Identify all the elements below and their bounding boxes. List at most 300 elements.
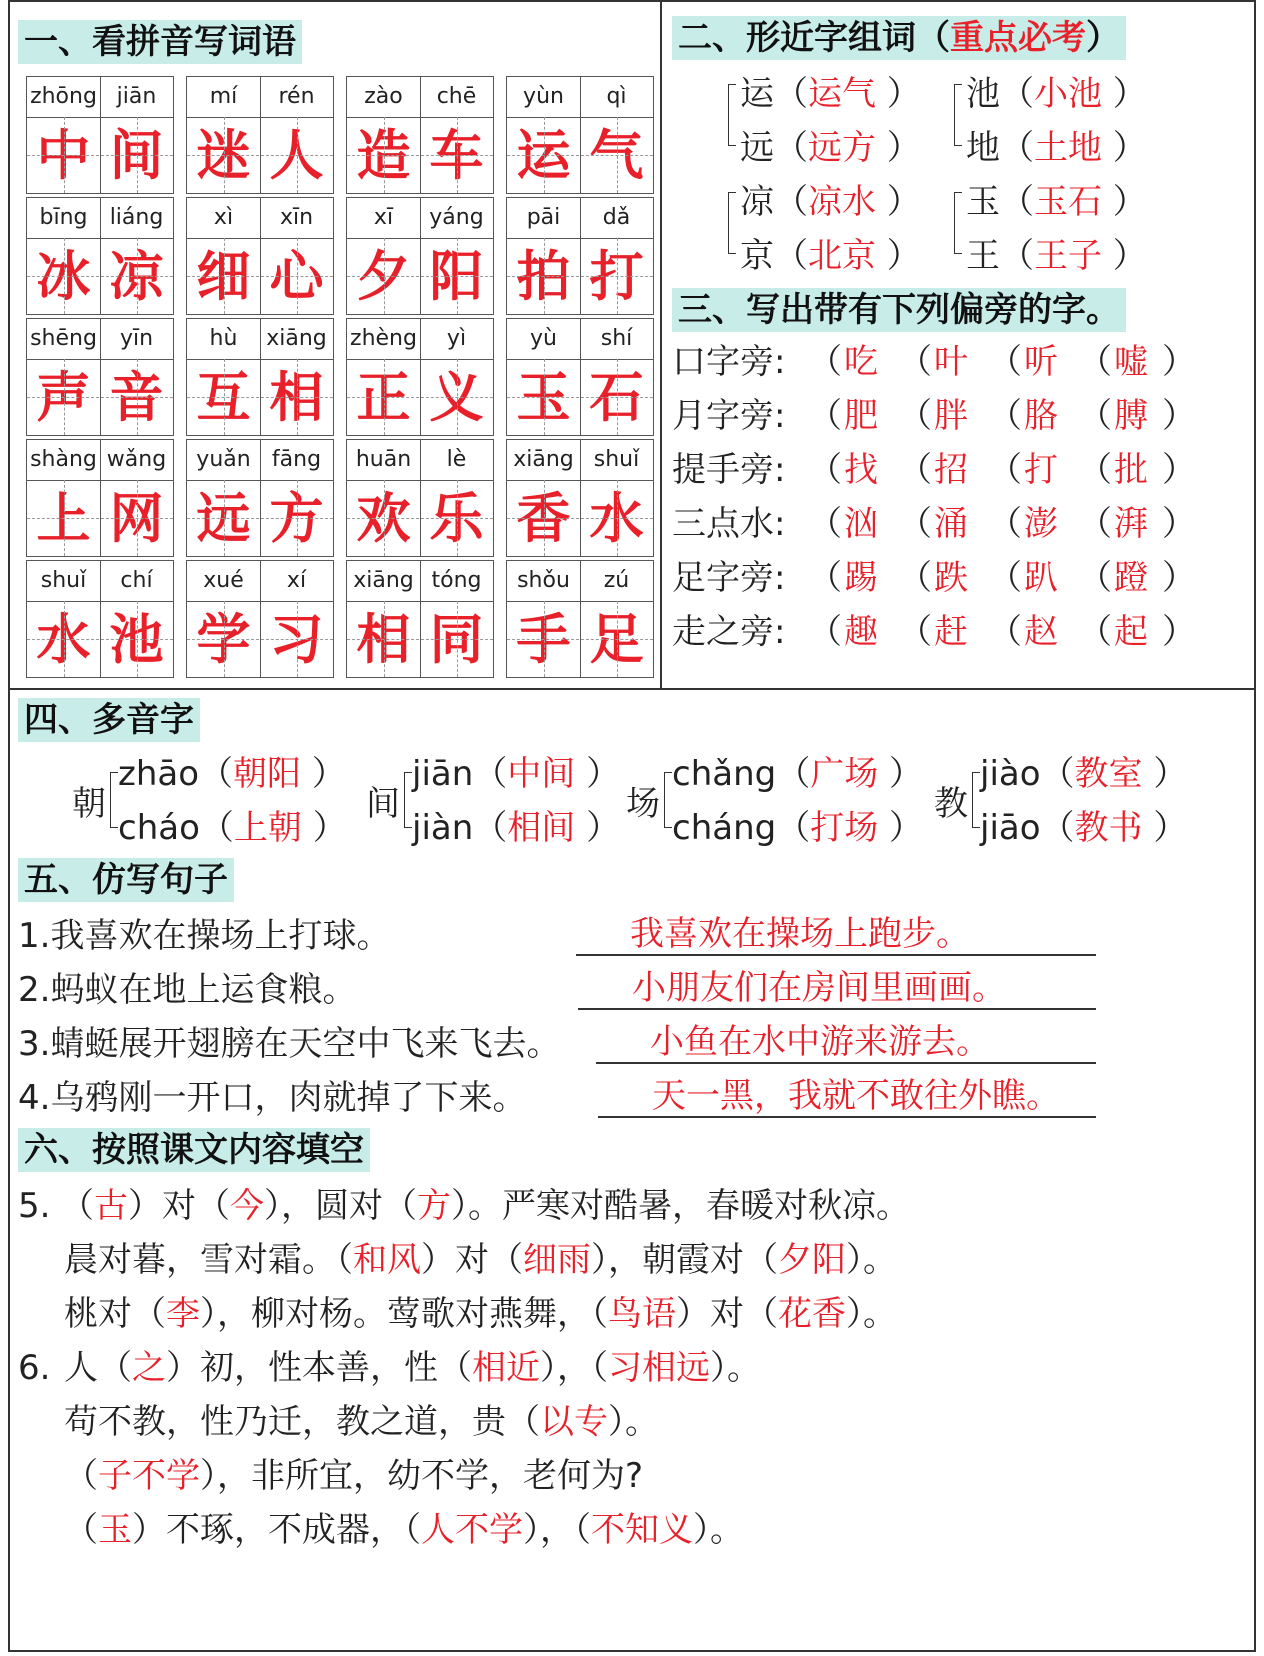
radical-answer: 打 — [1024, 450, 1058, 490]
grid-guide — [580, 117, 581, 193]
similar-char-answer: 凉水 — [808, 182, 876, 222]
hanzi-row — [27, 238, 173, 314]
word-cell — [186, 76, 334, 194]
sentence-prompt: 3.蜻蜓展开翅膀在天空中飞来飞去。 — [18, 1024, 561, 1064]
hanzi-answer: 造 — [356, 123, 411, 187]
radical-answer: 胖 — [934, 396, 968, 436]
polyphone-answer: 朝阳 — [233, 754, 302, 794]
hanzi-answer: 玉 — [516, 365, 571, 429]
pinyin-syllable: tóng — [431, 568, 482, 593]
hanzi-answer: 相 — [356, 607, 411, 671]
hanzi-answer: 手 — [516, 607, 571, 671]
polyphone-reading — [118, 752, 346, 796]
grid-guide — [457, 359, 458, 435]
pinyin-syllable: xí — [286, 568, 307, 593]
pinyin-divider — [260, 77, 261, 117]
polyphone-char: 朝 — [72, 784, 106, 824]
pinyin-divider — [100, 198, 101, 238]
paren-open: （ — [808, 612, 842, 652]
pinyin-syllable: xì — [213, 205, 234, 230]
pinyin-row — [347, 440, 493, 481]
bracket — [728, 84, 736, 146]
pinyin-row — [27, 198, 173, 239]
paren-open: （ — [808, 504, 842, 544]
grid-guide — [420, 117, 421, 193]
grid-guide — [224, 117, 225, 193]
fill-answer: 玉 — [98, 1510, 132, 1550]
paren-close: ） — [878, 754, 924, 794]
fill-answer: 习相远 — [608, 1348, 710, 1388]
polyphone-pinyin: jiào — [980, 754, 1041, 794]
pinyin-divider — [260, 319, 261, 359]
pinyin-syllable: jiān — [116, 84, 157, 109]
paren-open: （ — [808, 558, 842, 598]
hanzi-answer: 气 — [589, 123, 644, 187]
paren-open: （ — [774, 128, 808, 168]
hanzi-answer: 乐 — [429, 486, 484, 550]
word-cell — [26, 560, 174, 678]
grid-guide — [224, 601, 225, 677]
grid-guide — [617, 359, 618, 435]
grid-guide — [64, 238, 65, 314]
grid-guide — [260, 601, 261, 677]
hanzi-answer: 夕 — [356, 244, 411, 308]
word-cell — [186, 197, 334, 315]
bracket — [404, 772, 412, 828]
paren-close: ） — [878, 808, 924, 848]
hanzi-row — [187, 359, 333, 435]
fill-line — [64, 1400, 659, 1444]
fill-answer: 细雨 — [523, 1240, 591, 1280]
hanzi-answer: 迷 — [196, 123, 251, 187]
bracket — [954, 84, 962, 146]
fill-text: ）对（ — [676, 1294, 778, 1334]
radical-label: 三点水: — [672, 504, 786, 544]
polyphone-char: 间 — [366, 784, 400, 824]
item-5-number: 5. — [18, 1186, 51, 1226]
fill-text: ）。严寒对酷暑，春暖对秋凉。 — [451, 1186, 910, 1226]
pinyin-syllable: xué — [203, 568, 244, 593]
grid-guide — [544, 359, 545, 435]
pinyin-syllable: yì — [446, 326, 467, 351]
paren-open: （ — [898, 558, 932, 598]
fill-text: ），非所宜，幼不学，老何为? — [200, 1456, 644, 1496]
hanzi-answer: 同 — [429, 607, 484, 671]
radical-answer: 蹬 — [1114, 558, 1148, 598]
pinyin-divider — [420, 198, 421, 238]
polyphone-pinyin: cháng — [672, 808, 777, 848]
pinyin-syllable: hù — [209, 326, 238, 351]
radical-answer: 叶 — [934, 342, 968, 382]
hanzi-answer: 互 — [196, 365, 251, 429]
paren-close: ） — [301, 808, 347, 848]
grid-guide — [64, 117, 65, 193]
polyphone-reading — [672, 752, 923, 796]
polyphone-answer: 相间 — [507, 808, 576, 848]
pinyin-row — [347, 77, 493, 118]
hanzi-answer: 车 — [429, 123, 484, 187]
hanzi-row — [187, 601, 333, 677]
hanzi-answer: 学 — [196, 607, 251, 671]
grid-guide — [384, 480, 385, 556]
pinyin-row — [507, 319, 653, 360]
pinyin-syllable: wǎng — [106, 447, 167, 472]
radical-answer: 招 — [934, 450, 968, 490]
fill-text: ），柳对杨。莺歌对燕舞，（ — [200, 1294, 608, 1334]
grid-guide — [100, 601, 101, 677]
hanzi-answer: 人 — [269, 123, 324, 187]
grid-guide — [544, 480, 545, 556]
grid-guide — [224, 359, 225, 435]
paren-close: ） — [1102, 128, 1147, 168]
hanzi-row — [187, 238, 333, 314]
hanzi-row — [347, 238, 493, 314]
grid-guide — [580, 601, 581, 677]
hanzi-answer: 间 — [109, 123, 164, 187]
pinyin-row — [187, 198, 333, 239]
paren-open: （ — [1078, 396, 1112, 436]
grid-guide — [137, 480, 138, 556]
paren-close: ） — [301, 754, 346, 794]
polyphone-reading — [412, 806, 620, 850]
paren-open: （ — [1078, 612, 1112, 652]
fill-text: ），（ — [540, 1348, 608, 1388]
paren-close: ） — [876, 128, 921, 168]
paren-open: （ — [988, 612, 1022, 652]
sentence-answer: 我喜欢在操场上跑步。 — [630, 914, 970, 954]
radical-answer: 赵 — [1024, 612, 1058, 652]
paren-open: （ — [1000, 236, 1034, 276]
word-cell — [346, 76, 494, 194]
fill-text: ），圆对（ — [264, 1186, 417, 1226]
section4-title: 四、多音字 — [18, 698, 200, 742]
pinyin-syllable: dǎ — [602, 205, 631, 230]
pinyin-syllable: rén — [278, 84, 315, 109]
fill-answer: 今 — [230, 1186, 264, 1226]
pinyin-divider — [420, 319, 421, 359]
paren-open: （ — [774, 182, 808, 222]
fill-text: 晨对暮，雪对霜。（ — [64, 1240, 353, 1280]
hanzi-answer: 音 — [109, 365, 164, 429]
paren-close: ） — [1102, 182, 1147, 222]
pinyin-row — [187, 561, 333, 602]
fill-answer: 方 — [417, 1186, 451, 1226]
radical-answer: 湃 — [1114, 504, 1148, 544]
grid-guide — [580, 480, 581, 556]
word-cell — [346, 560, 494, 678]
hanzi-row — [507, 601, 653, 677]
radical-answer: 批 — [1114, 450, 1148, 490]
fill-answer: 子不学 — [98, 1456, 200, 1496]
fill-text: ）。 — [710, 1348, 761, 1388]
fill-answer: 不知义 — [591, 1510, 693, 1550]
pinyin-syllable: yīn — [119, 326, 154, 351]
pinyin-syllable: liáng — [109, 205, 164, 230]
similar-char: 凉 — [740, 182, 774, 222]
radical-answer: 嘘 — [1114, 342, 1148, 382]
hanzi-answer: 石 — [589, 365, 644, 429]
pinyin-syllable: chí — [120, 568, 153, 593]
word-cell — [346, 197, 494, 315]
paren-open: （ — [1000, 128, 1034, 168]
polyphone-reading — [980, 806, 1187, 850]
section2-title-end: ） — [1086, 18, 1120, 58]
hanzi-row — [27, 117, 173, 193]
hanzi-answer: 运 — [516, 123, 571, 187]
hanzi-answer: 上 — [36, 486, 91, 550]
pinyin-row — [27, 77, 173, 118]
grid-guide — [64, 601, 65, 677]
paren-open: （ — [774, 236, 808, 276]
radical-answer: 听 — [1024, 342, 1058, 382]
hanzi-answer: 方 — [269, 486, 324, 550]
section5-title: 五、仿写句子 — [18, 858, 234, 902]
paren-open: （ — [898, 342, 932, 382]
polyphone-pinyin: cháo — [118, 808, 200, 848]
pinyin-syllable: xiāng — [353, 568, 414, 593]
grid-guide — [617, 117, 618, 193]
pinyin-syllable: bīng — [39, 205, 88, 230]
radical-answer: 找 — [844, 450, 878, 490]
hanzi-answer: 水 — [36, 607, 91, 671]
fill-answer: 花香 — [778, 1294, 846, 1334]
hanzi-answer: 细 — [196, 244, 251, 308]
pinyin-divider — [100, 561, 101, 601]
pinyin-divider — [580, 319, 581, 359]
pinyin-syllable: lè — [446, 447, 467, 472]
similar-char-row — [740, 126, 921, 170]
pinyin-divider — [100, 440, 101, 480]
grid-guide — [297, 359, 298, 435]
grid-guide — [420, 359, 421, 435]
fill-text: ），朝霞对（ — [591, 1240, 778, 1280]
polyphone-answer: 教室 — [1074, 754, 1143, 794]
hanzi-answer: 冰 — [36, 244, 91, 308]
paren-close: ） — [876, 182, 921, 222]
grid-guide — [224, 480, 225, 556]
pinyin-syllable: xī — [373, 205, 394, 230]
similar-char-answer: 王子 — [1034, 236, 1102, 276]
radical-label: 月字旁: — [672, 396, 786, 436]
grid-guide — [457, 601, 458, 677]
grid-guide — [260, 359, 261, 435]
paren-close: ） — [1162, 342, 1196, 382]
radical-answer: 趴 — [1024, 558, 1058, 598]
word-cell — [26, 76, 174, 194]
hanzi-row — [347, 359, 493, 435]
word-cell — [346, 318, 494, 436]
similar-char-answer: 土地 — [1034, 128, 1102, 168]
hanzi-answer: 阳 — [429, 244, 484, 308]
similar-char: 王 — [966, 236, 1000, 276]
similar-char-row — [966, 234, 1147, 278]
hanzi-answer: 中 — [36, 123, 91, 187]
pinyin-syllable: zhèng — [350, 326, 417, 351]
pinyin-syllable: xiāng — [513, 447, 574, 472]
paren-close: ） — [1162, 504, 1196, 544]
hanzi-answer: 香 — [516, 486, 571, 550]
similar-char-answer: 远方 — [808, 128, 876, 168]
grid-guide — [580, 359, 581, 435]
grid-guide — [297, 480, 298, 556]
paren-open: （ — [774, 74, 808, 114]
fill-text: （ — [64, 1456, 98, 1496]
divider-v — [660, 0, 662, 690]
paren-close: ） — [575, 808, 621, 848]
pinyin-syllable: zú — [603, 568, 630, 593]
word-cell — [346, 439, 494, 557]
grid-guide — [457, 238, 458, 314]
grid-guide — [224, 238, 225, 314]
pinyin-row — [187, 440, 333, 481]
fill-answer: 之 — [132, 1348, 166, 1388]
paren-open: （ — [473, 754, 508, 794]
hanzi-row — [507, 238, 653, 314]
pinyin-divider — [260, 440, 261, 480]
pinyin-divider — [100, 77, 101, 117]
pinyin-syllable: yuǎn — [196, 447, 251, 472]
paren-open: （ — [898, 450, 932, 490]
paren-open: （ — [988, 504, 1022, 544]
word-cell — [186, 318, 334, 436]
pinyin-syllable: yùn — [523, 84, 564, 109]
hanzi-answer: 正 — [356, 365, 411, 429]
hanzi-row — [187, 117, 333, 193]
pinyin-row — [507, 198, 653, 239]
pinyin-syllable: chē — [436, 84, 477, 109]
fill-line — [60, 1184, 910, 1228]
similar-char: 玉 — [966, 182, 1000, 222]
fill-text: 桃对（ — [64, 1294, 166, 1334]
grid-guide — [100, 359, 101, 435]
pinyin-divider — [420, 440, 421, 480]
polyphone-reading — [412, 752, 620, 796]
similar-char-row — [966, 126, 1147, 170]
hanzi-answer: 池 — [109, 607, 164, 671]
word-cell — [26, 197, 174, 315]
pinyin-row — [187, 319, 333, 360]
paren-open: （ — [1040, 754, 1075, 794]
radical-answer: 起 — [1114, 612, 1148, 652]
sentence-answer: 小朋友们在房间里画画。 — [632, 968, 1006, 1008]
fill-answer: 相近 — [472, 1348, 540, 1388]
radical-answer: 胳 — [1024, 396, 1058, 436]
hanzi-answer: 习 — [269, 607, 324, 671]
radical-answer: 吃 — [844, 342, 878, 382]
grid-guide — [297, 238, 298, 314]
radical-answer: 澎 — [1024, 504, 1058, 544]
paren-open: （ — [1078, 342, 1112, 382]
fill-answer: 鸟语 — [608, 1294, 676, 1334]
hanzi-answer: 水 — [589, 486, 644, 550]
pinyin-row — [507, 561, 653, 602]
grid-guide — [64, 359, 65, 435]
bracket — [972, 772, 980, 828]
paren-close: ） — [1162, 396, 1196, 436]
hanzi-answer: 网 — [109, 486, 164, 550]
grid-guide — [260, 480, 261, 556]
grid-guide — [384, 238, 385, 314]
similar-char-row — [740, 234, 921, 278]
pinyin-row — [27, 440, 173, 481]
bracket — [664, 772, 672, 828]
paren-close: ） — [1162, 558, 1196, 598]
word-cell — [186, 560, 334, 678]
grid-guide — [260, 238, 261, 314]
polyphone-answer: 教书 — [1074, 808, 1143, 848]
polyphone-answer: 打场 — [810, 808, 879, 848]
grid-guide — [137, 601, 138, 677]
pinyin-row — [347, 561, 493, 602]
radical-answer: 跌 — [934, 558, 968, 598]
polyphone-pinyin: jiāo — [980, 808, 1041, 848]
bracket — [954, 192, 962, 254]
grid-guide — [420, 238, 421, 314]
pinyin-row — [27, 319, 173, 360]
hanzi-answer: 心 — [269, 244, 324, 308]
similar-char: 池 — [966, 74, 1000, 114]
fill-text: ）。 — [608, 1402, 659, 1442]
paren-open: （ — [199, 808, 234, 848]
radical-answer: 赶 — [934, 612, 968, 652]
pinyin-divider — [580, 77, 581, 117]
fill-text: ）。 — [693, 1510, 744, 1550]
pinyin-syllable: yáng — [429, 205, 484, 230]
polyphone-reading — [980, 752, 1187, 796]
pinyin-syllable: shí — [600, 326, 633, 351]
radical-label: 足字旁: — [672, 558, 786, 598]
divider-h — [8, 688, 1256, 690]
fill-answer: 李 — [166, 1294, 200, 1334]
section2-title-main: 二、形近字组词（ — [678, 18, 950, 58]
hanzi-row — [507, 117, 653, 193]
pinyin-syllable: qì — [606, 84, 627, 109]
paren-open: （ — [776, 754, 811, 794]
similar-char: 地 — [966, 128, 1000, 168]
pinyin-syllable: zhōng — [30, 84, 97, 109]
pinyin-row — [347, 198, 493, 239]
radical-answer: 趣 — [844, 612, 878, 652]
paren-open: （ — [898, 396, 932, 436]
radical-label: 口字旁: — [672, 342, 786, 382]
paren-open: （ — [898, 504, 932, 544]
hanzi-row — [27, 359, 173, 435]
fill-line — [64, 1454, 643, 1498]
polyphone-pinyin: jiàn — [412, 808, 474, 848]
paren-open: （ — [1000, 182, 1034, 222]
grid-guide — [64, 480, 65, 556]
fill-line — [64, 1508, 744, 1552]
fill-line — [64, 1238, 897, 1282]
hanzi-row — [507, 480, 653, 556]
hanzi-answer: 声 — [36, 365, 91, 429]
polyphone-char: 场 — [626, 784, 660, 824]
fill-text: ）。 — [846, 1240, 897, 1280]
paren-close: ） — [1142, 808, 1188, 848]
hanzi-row — [347, 480, 493, 556]
similar-char-row — [966, 180, 1147, 224]
bracket — [728, 192, 736, 254]
section6-title: 六、按照课文内容填空 — [18, 1128, 370, 1172]
similar-char-row — [740, 72, 921, 116]
fill-line — [64, 1292, 897, 1336]
pinyin-row — [187, 77, 333, 118]
paren-open: （ — [1040, 808, 1075, 848]
polyphone-answer: 中间 — [507, 754, 576, 794]
paren-open: （ — [988, 450, 1022, 490]
paren-open: （ — [1078, 504, 1112, 544]
fill-answer: 人不学 — [421, 1510, 523, 1550]
